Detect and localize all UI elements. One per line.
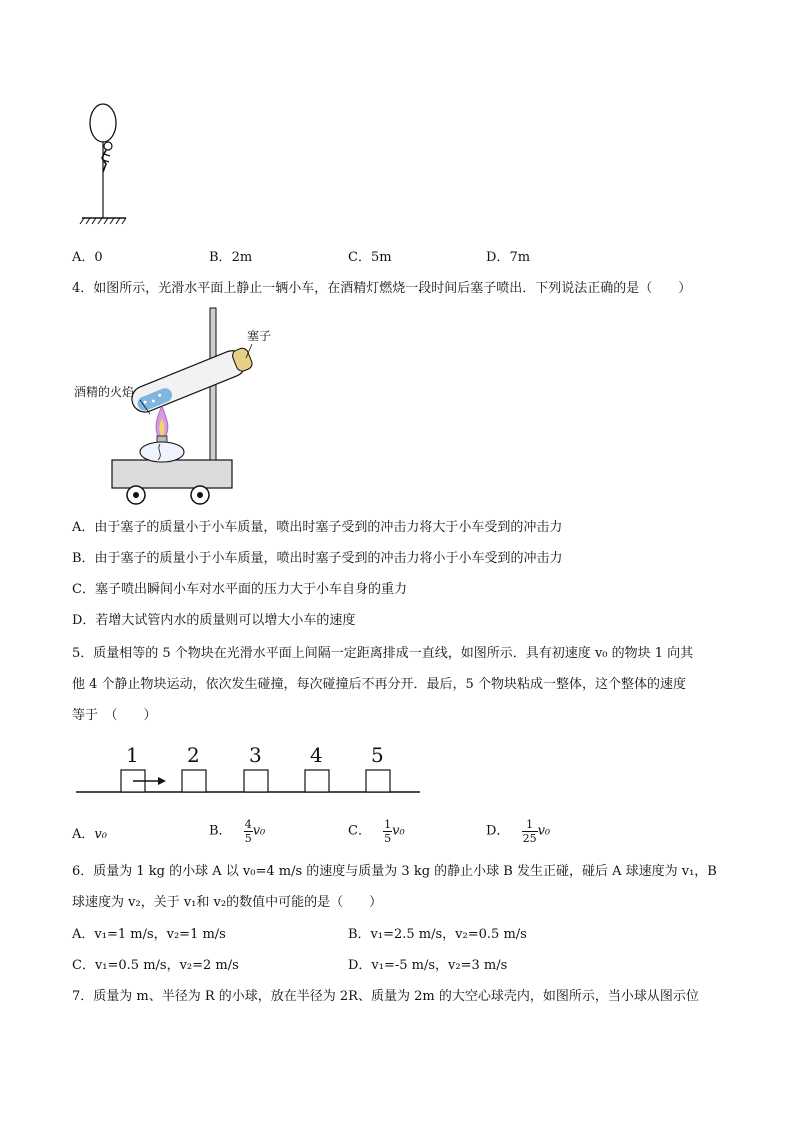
block-label-5: 5 — [371, 743, 384, 767]
q5-option-b: B． $\frac{4}{5}$ v₀ — [209, 818, 266, 845]
q5-stem-line3: 等于 （ ） — [72, 708, 157, 723]
q6-option-b: B．v₁=2.5 m/s，v₂=0.5 m/s — [348, 927, 527, 942]
q7-stem-line1: 7．质量为 m、半径为 R 的小球，放在半径为 2R、质量为 2m 的大空心球壳内，如图所示，当小球从图示位 — [72, 989, 699, 1004]
block-4 — [305, 770, 329, 792]
q6-stem-line1: 6．质量为 1 kg 的小球 A 以 v₀=4 m/s 的速度与质量为 3 kg 的静止小球 B 发生正碰，碰后 A 球速度为 v₁，B — [72, 864, 717, 879]
balloon — [90, 104, 116, 142]
q3-option-c: C．5m — [348, 250, 392, 265]
q5-stem-line2: 他 4 个静止物块运动，依次发生碰撞，每次碰撞后不再分开．最后，5 个物块粘成一整体，这个整体的速度 — [72, 677, 686, 692]
q4-stem: 4．如图所示，光滑水平面上静止一辆小车，在酒精灯燃烧一段时间后塞子喷出．下列说法正确的是（ ） — [72, 281, 692, 296]
label-flame: 酒精的火焰 — [74, 385, 135, 399]
cart-burner-figure — [70, 302, 290, 507]
blocks-figure — [76, 738, 426, 798]
q4-option-d: D．若增大试管内水的质量则可以增大小车的速度 — [72, 613, 356, 628]
alcohol-lamp — [140, 442, 184, 462]
q6-stem-line2: 球速度为 v₂，关于 v₁和 v₂的数值中可能的是（ ） — [72, 895, 383, 910]
block-3 — [244, 770, 268, 792]
q4-option-c: C．塞子喷出瞬间小车对水平面的压力大于小车自身的重力 — [72, 582, 407, 597]
block-label-3: 3 — [249, 743, 262, 767]
q5-option-d: D． $\frac{1}{25}$ v₀ — [486, 818, 551, 845]
q6-option-d: D．v₁=-5 m/s，v₂=3 m/s — [348, 958, 508, 973]
q4-option-a: A．由于塞子的质量小于小车质量，喷出时塞子受到的冲击力将大于小车受到的冲击力 — [72, 520, 563, 535]
block-2 — [182, 770, 206, 792]
q3-option-a: A．0 — [72, 250, 103, 265]
q5-option-a: A．v₀ — [72, 827, 107, 842]
label-stopper: 塞子 — [247, 329, 272, 343]
q6-option-a: A．v₁=1 m/s，v₂=1 m/s — [72, 927, 226, 942]
balloon-figure — [70, 98, 140, 228]
block-label-1: 1 — [126, 743, 139, 767]
q4-option-b: B．由于塞子的质量小于小车质量，喷出时塞子受到的冲击力将小于小车受到的冲击力 — [72, 551, 563, 566]
block-label-4: 4 — [310, 743, 323, 767]
q5-option-c: C． $\frac{1}{5}$ v₀ — [348, 818, 405, 845]
q3-option-d: D．7m — [486, 250, 531, 265]
block-label-2: 2 — [187, 743, 200, 767]
q5-stem-line1: 5．质量相等的 5 个物块在光滑水平面上间隔一定距离排成一直线，如图所示．具有初速度 v₀ 的物块 1 向其 — [72, 646, 694, 661]
block-5 — [366, 770, 390, 792]
q6-option-c: C．v₁=0.5 m/s，v₂=2 m/s — [72, 958, 239, 973]
q3-option-b: B．2m — [209, 250, 253, 265]
